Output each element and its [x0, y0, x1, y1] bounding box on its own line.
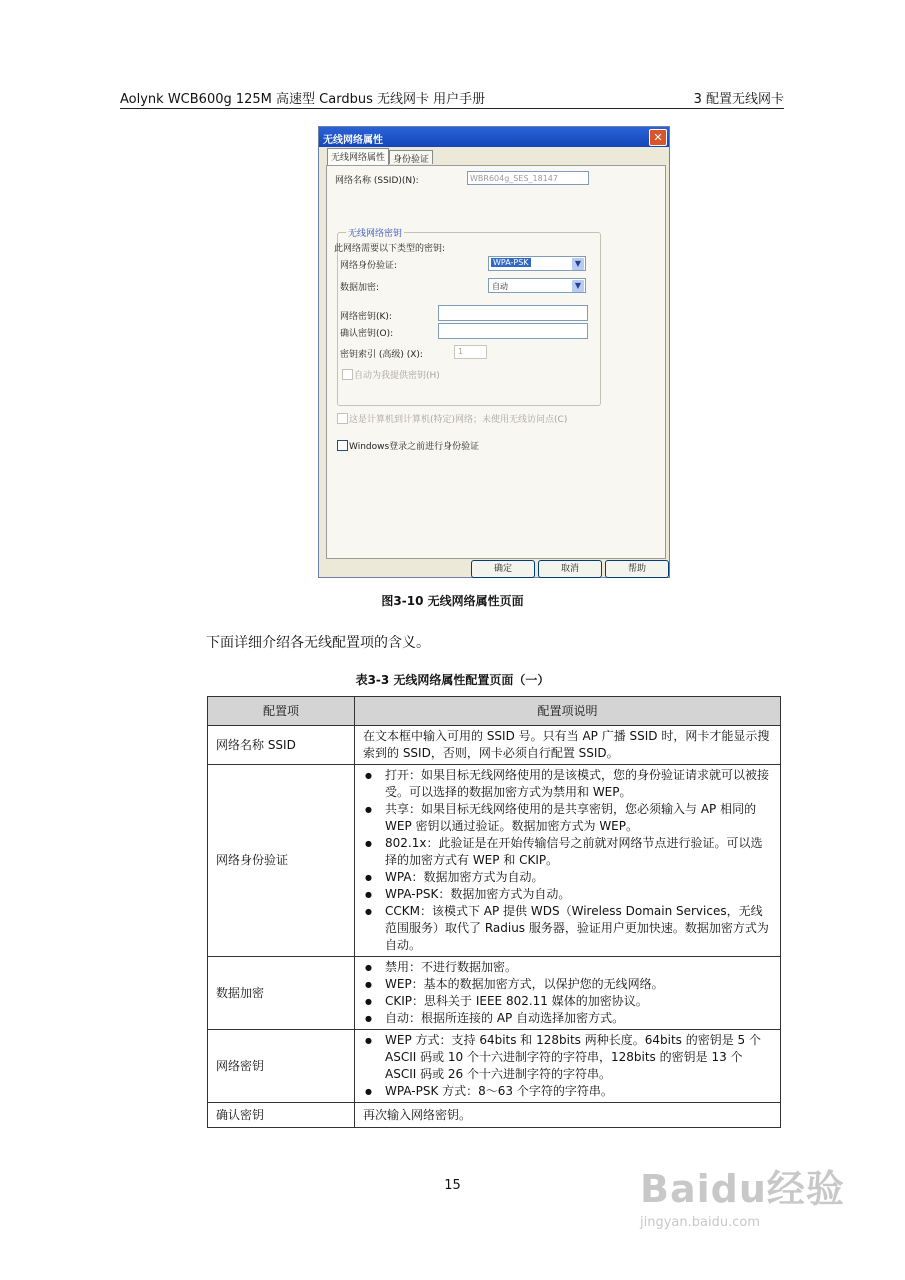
- tab-authentication[interactable]: 身份验证: [389, 150, 433, 164]
- config-table: [207, 696, 781, 1128]
- auth-select-value: WPA-PSK: [493, 258, 529, 267]
- table-cell-desc: [355, 957, 781, 1030]
- dialog-titlebar: [319, 127, 669, 147]
- list-item: ● 自动：根据所连接的 AP 自动选择加密方式。: [385, 1010, 772, 1027]
- list-item: ● WEP 方式：支持 64bits 和 128bits 两种长度。64bits 的密钥是 5 个 ASCII 码或 10 个十六进制字符的字符串，128bits 的密钥是 13 个 ASCII 码或 26 个十六进制字符的字符串。: [385, 1032, 772, 1083]
- list-item: ● WEP：基本的数据加密方式，以保护您的无线网络。: [385, 976, 772, 993]
- group-desc: 此网络需要以下类型的密钥:: [334, 244, 446, 254]
- table-cell-desc: [355, 1030, 781, 1103]
- intro-paragraph: 下面详细介绍各无线配置项的含义。: [206, 635, 430, 651]
- auto-key-checkbox[interactable]: [342, 369, 353, 380]
- header-chapter: 3 配置无线网卡: [693, 92, 784, 107]
- figure-caption: 图3-10 无线网络属性页面: [381, 594, 524, 608]
- auth-label: 网络身份验证:: [340, 261, 398, 271]
- key-index-value: 1: [458, 347, 464, 356]
- watermark-url: jingyan.baidu.com: [640, 1215, 760, 1230]
- table-cell-item: 网络身份验证: [208, 765, 355, 957]
- list-item: ● WPA-PSK：数据加密方式为自动。: [385, 886, 772, 903]
- table-cell-desc: 在文本框中输入可用的 SSID 号。只有当 AP 广播 SSID 时，网卡才能显示搜索到的 SSID，否则，网卡必须自行配置 SSID。: [355, 726, 781, 765]
- windows-login-checkbox[interactable]: [337, 440, 348, 451]
- network-key-input[interactable]: [438, 305, 588, 321]
- table-cell-item: 网络密钥: [208, 1030, 355, 1103]
- key-group-caption: 无线网络密钥: [346, 226, 404, 239]
- close-icon[interactable]: ✕: [649, 129, 667, 146]
- chevron-down-icon: ▼: [572, 258, 584, 270]
- page-header: [120, 86, 784, 109]
- auth-select[interactable]: [488, 256, 586, 271]
- table-row: [208, 765, 781, 957]
- table-row: [208, 1103, 781, 1128]
- confirm-key-label: 确认密钥(O):: [340, 329, 394, 339]
- table-row: [208, 957, 781, 1030]
- auto-key-label: 自动为我提供密钥(H): [354, 371, 440, 381]
- list-item: ● CKIP：思科关于 IEEE 802.11 媒体的加密协议。: [385, 993, 772, 1010]
- table-header-row: [208, 697, 781, 726]
- dialog-title: 无线网络属性: [323, 135, 383, 146]
- tab-panel: [326, 165, 666, 559]
- network-key-label: 网络密钥(K):: [340, 312, 392, 322]
- adhoc-label: 这是计算机到计算机(特定)网络；未使用无线访问点(C): [349, 415, 568, 425]
- chevron-down-icon: ▼: [572, 280, 584, 292]
- encryption-label: 数据加密:: [340, 283, 380, 293]
- list-item: ● 共享：如果目标无线网络使用的是共享密钥，您必须输入与 AP 相同的 WEP 密钥以通过验证。数据加密方式为 WEP。: [385, 801, 772, 835]
- adhoc-checkbox[interactable]: [337, 413, 348, 424]
- windows-login-label: Windows登录之前进行身份验证: [349, 442, 480, 452]
- key-group: [334, 229, 601, 406]
- table-caption: 表3-3 无线网络属性配置页面（一）: [355, 673, 550, 687]
- list-item: ● WPA：数据加密方式为自动。: [385, 869, 772, 886]
- table-cell-desc: [355, 765, 781, 957]
- list-item: ● CCKM：该模式下 AP 提供 WDS（Wireless Domain Services，无线范围服务）取代了 Radius 服务器，验证用户更加快速。数据加密方式为自动。: [385, 903, 772, 954]
- list-item: ● 打开：如果目标无线网络使用的是该模式，您的身份验证请求就可以被接受。可以选择的数据加密方式为禁用和 WEP。: [385, 767, 772, 801]
- watermark-brand: Baidu经验: [640, 1167, 845, 1211]
- header-title: Aolynk WCB600g 125M 高速型 Cardbus 无线网卡 用户手册: [120, 92, 486, 107]
- tab-wireless-properties[interactable]: 无线网络属性: [327, 148, 389, 165]
- encryption-select-value: 自动: [492, 282, 508, 291]
- ssid-input[interactable]: WBR604g_SES_18147: [467, 171, 589, 185]
- page-number: 15: [444, 1178, 461, 1193]
- list-item: ● 禁用：不进行数据加密。: [385, 959, 772, 976]
- table-cell-desc: 再次输入网络密钥。: [355, 1103, 781, 1128]
- help-button[interactable]: 帮助: [605, 560, 669, 578]
- table-row: [208, 726, 781, 765]
- table-cell-item: 确认密钥: [208, 1103, 355, 1128]
- wireless-properties-dialog: [318, 126, 670, 578]
- key-index-stepper[interactable]: [454, 345, 487, 359]
- cancel-button[interactable]: 取消: [538, 560, 602, 578]
- baidu-watermark: [640, 1158, 845, 1230]
- key-index-label: 密钥索引 (高级) (X):: [340, 350, 423, 360]
- encryption-select[interactable]: [488, 278, 586, 293]
- table-cell-item: 数据加密: [208, 957, 355, 1030]
- list-item: ● WPA-PSK 方式：8～63 个字符的字符串。: [385, 1083, 772, 1100]
- confirm-key-input[interactable]: [438, 323, 588, 339]
- table-header: 配置项: [208, 697, 355, 726]
- table-header: 配置项说明: [355, 697, 781, 726]
- ssid-label: 网络名称 (SSID)(N):: [335, 176, 419, 186]
- ok-button[interactable]: 确定: [471, 560, 535, 578]
- list-item: ● 802.1x：此验证是在开始传输信号之前就对网络节点进行验证。可以选择的加密方式有 WEP 和 CKIP。: [385, 835, 772, 869]
- table-cell-item: 网络名称 SSID: [208, 726, 355, 765]
- table-row: [208, 1030, 781, 1103]
